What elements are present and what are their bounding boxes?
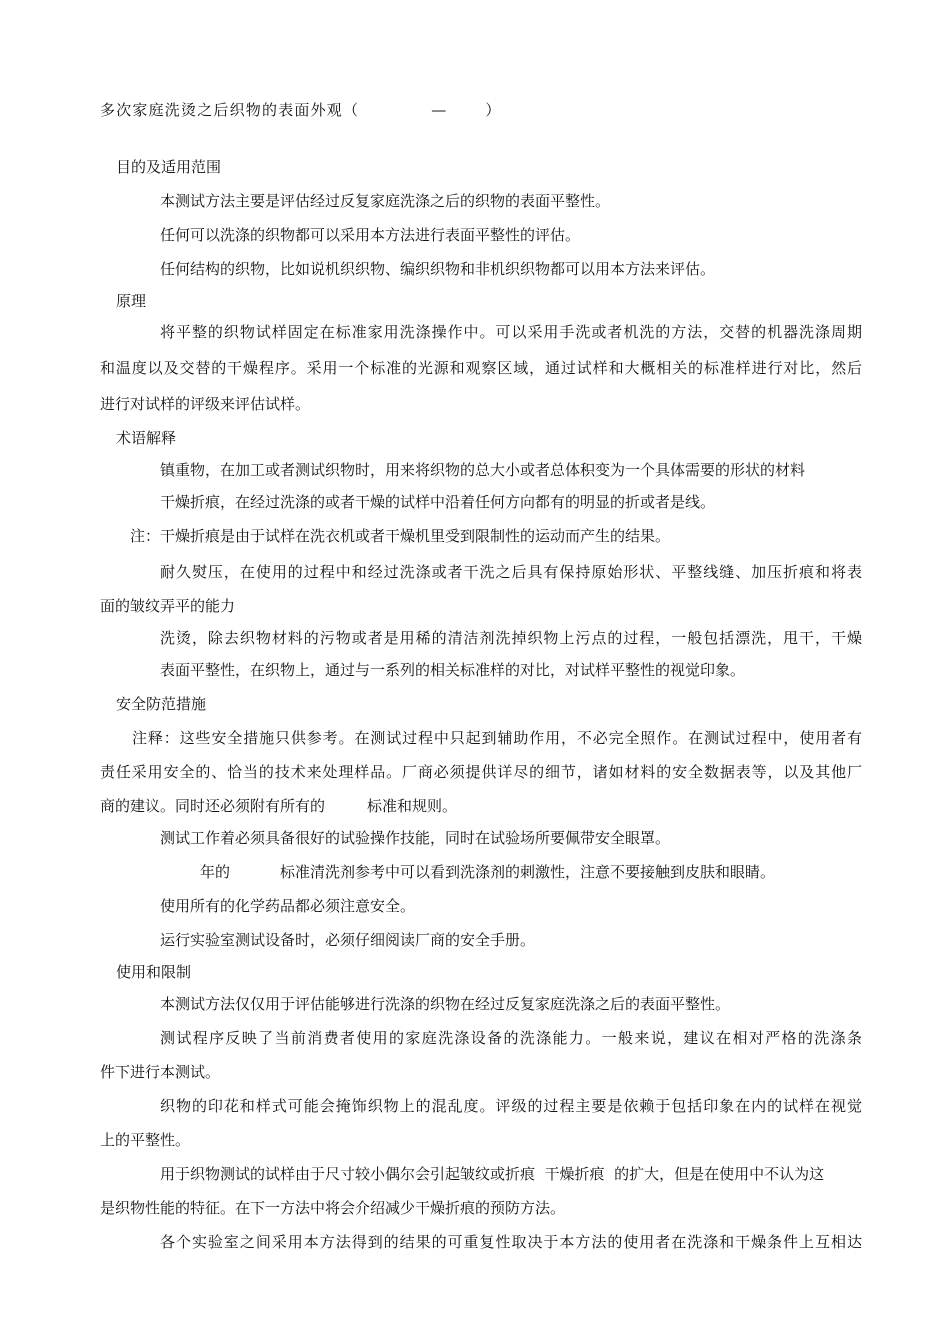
usage-item-3-line-1: 织物的印花和样式可能会掩饰织物上的混乱度。评级的过程主要是依赖于包括印象在内的试样在视觉 xyxy=(160,1097,862,1115)
safety-note-line-3a: 商的建议。同时还必须附有所有的 xyxy=(100,797,326,815)
usage-item-1: 本测试方法仅仅用于评估能够进行洗涤的织物在经过反复家庭洗涤之后的表面平整性。 xyxy=(160,995,731,1013)
safety-note-line-3b: 标准和规则。 xyxy=(367,797,458,815)
usage-item-4-line-2: 是织物性能的特征。在下一方法中将会介绍减少干燥折痕的预防方法。 xyxy=(100,1199,566,1217)
usage-item-2-line-1: 测试程序反映了当前消费者使用的家庭洗涤设备的洗涤能力。一般来说，建议在相对严格的洗涤条 xyxy=(160,1029,862,1047)
safety-item-1: 测试工作着必须具备很好的试验操作技能，同时在试验场所要佩带安全眼罩。 xyxy=(160,829,671,847)
usage-item-5: 各个实验室之间采用本方法得到的结果的可重复性取决于本方法的使用者在洗涤和干燥条件上互相达 xyxy=(160,1233,862,1251)
safety-note-line-1: 注释：这些安全措施只供参考。在测试过程中只起到辅助作用，不必完全照作。在测试过程中，使用者有 xyxy=(132,729,862,747)
principle-line-2: 和温度以及交替的干燥程序。采用一个标准的光源和观察区域，通过试样和大概相关的标准样进行对比，然后 xyxy=(100,359,862,377)
term-note: 注：干燥折痕是由于试样在洗衣机或者干燥机里受到限制性的运动而产生的结果。 xyxy=(130,527,671,545)
safety-item-2 xyxy=(200,862,775,882)
safety-item-3: 使用所有的化学药品都必须注意安全。 xyxy=(160,897,416,915)
title-dash: — xyxy=(431,101,448,119)
title-close: ） xyxy=(485,101,502,119)
usage-item-2-line-2: 件下进行本测试。 xyxy=(100,1063,221,1081)
safety-item-2b: 标准清洗剂参考中可以看到洗涤剂的刺激性，注意不要接触到皮肤和眼睛。 xyxy=(280,863,776,881)
section-heading-usage: 使用和限制 xyxy=(116,963,192,981)
purpose-paragraph-3: 任何结构的织物，比如说机织织物、编织织物和非机织织物都可以用本方法来评估。 xyxy=(160,260,716,278)
safety-item-4: 运行实验室测试设备时，必须仔细阅读厂商的安全手册。 xyxy=(160,931,536,949)
purpose-paragraph-2: 任何可以洗涤的织物都可以采用本方法进行表面平整性的评估。 xyxy=(160,226,581,244)
safety-note-line-2: 责任采用安全的、恰当的技术来处理样品。厂商必须提供详尽的细节，诸如材料的安全数据表等，以及其他厂 xyxy=(100,763,862,781)
term-durable-press-line-1: 耐久熨压，在使用的过程中和经过洗涤或者干洗之后具有保持原始形状、平整线缝、加压折痕和将表 xyxy=(160,563,862,581)
usage-item-3-line-2: 上的平整性。 xyxy=(100,1131,191,1149)
term-ballast: 镇重物，在加工或者测试织物时，用来将织物的总大小或者总体积变为一个具体需要的形状的材料 xyxy=(160,461,806,479)
section-heading-safety: 安全防范措施 xyxy=(116,695,207,713)
purpose-paragraph-1: 本测试方法主要是评估经过反复家庭洗涤之后的织物的表面平整性。 xyxy=(160,192,611,210)
term-laundering: 洗烫，除去织物材料的污物或者是用稀的清洁剂洗掉织物上污点的过程，一般包括漂洗，甩干，干燥 xyxy=(160,629,862,647)
term-dry-crease: 干燥折痕，在经过洗涤的或者干燥的试样中沿着任何方向都有的明显的折或者是线。 xyxy=(160,493,716,511)
principle-line-1: 将平整的织物试样固定在标准家用洗涤操作中。可以采用手洗或者机洗的方法，交替的机器洗涤周期 xyxy=(160,323,862,341)
section-heading-purpose: 目的及适用范围 xyxy=(116,158,222,176)
document-title xyxy=(100,100,502,120)
term-durable-press-line-2: 面的皱纹弄平的能力 xyxy=(100,597,236,615)
section-heading-terms: 术语解释 xyxy=(116,429,177,447)
principle-line-3: 进行对试样的评级来评估试样。 xyxy=(100,395,311,413)
title-text: 多次家庭洗烫之后织物的表面外观（ xyxy=(100,101,360,119)
section-heading-principle: 原理 xyxy=(116,292,147,310)
term-smoothness: 表面平整性，在织物上，通过与一系列的相关标准样的对比，对试样平整性的视觉印象。 xyxy=(160,661,746,679)
safety-note-line-3 xyxy=(100,796,457,816)
usage-item-4-line-1: 用于织物测试的试样由于尺寸较小偶尔会引起皱纹或折痕 干燥折痕 的扩大，但是在使用中不认为这 xyxy=(160,1165,825,1183)
safety-item-2a: 年的 xyxy=(200,863,231,881)
